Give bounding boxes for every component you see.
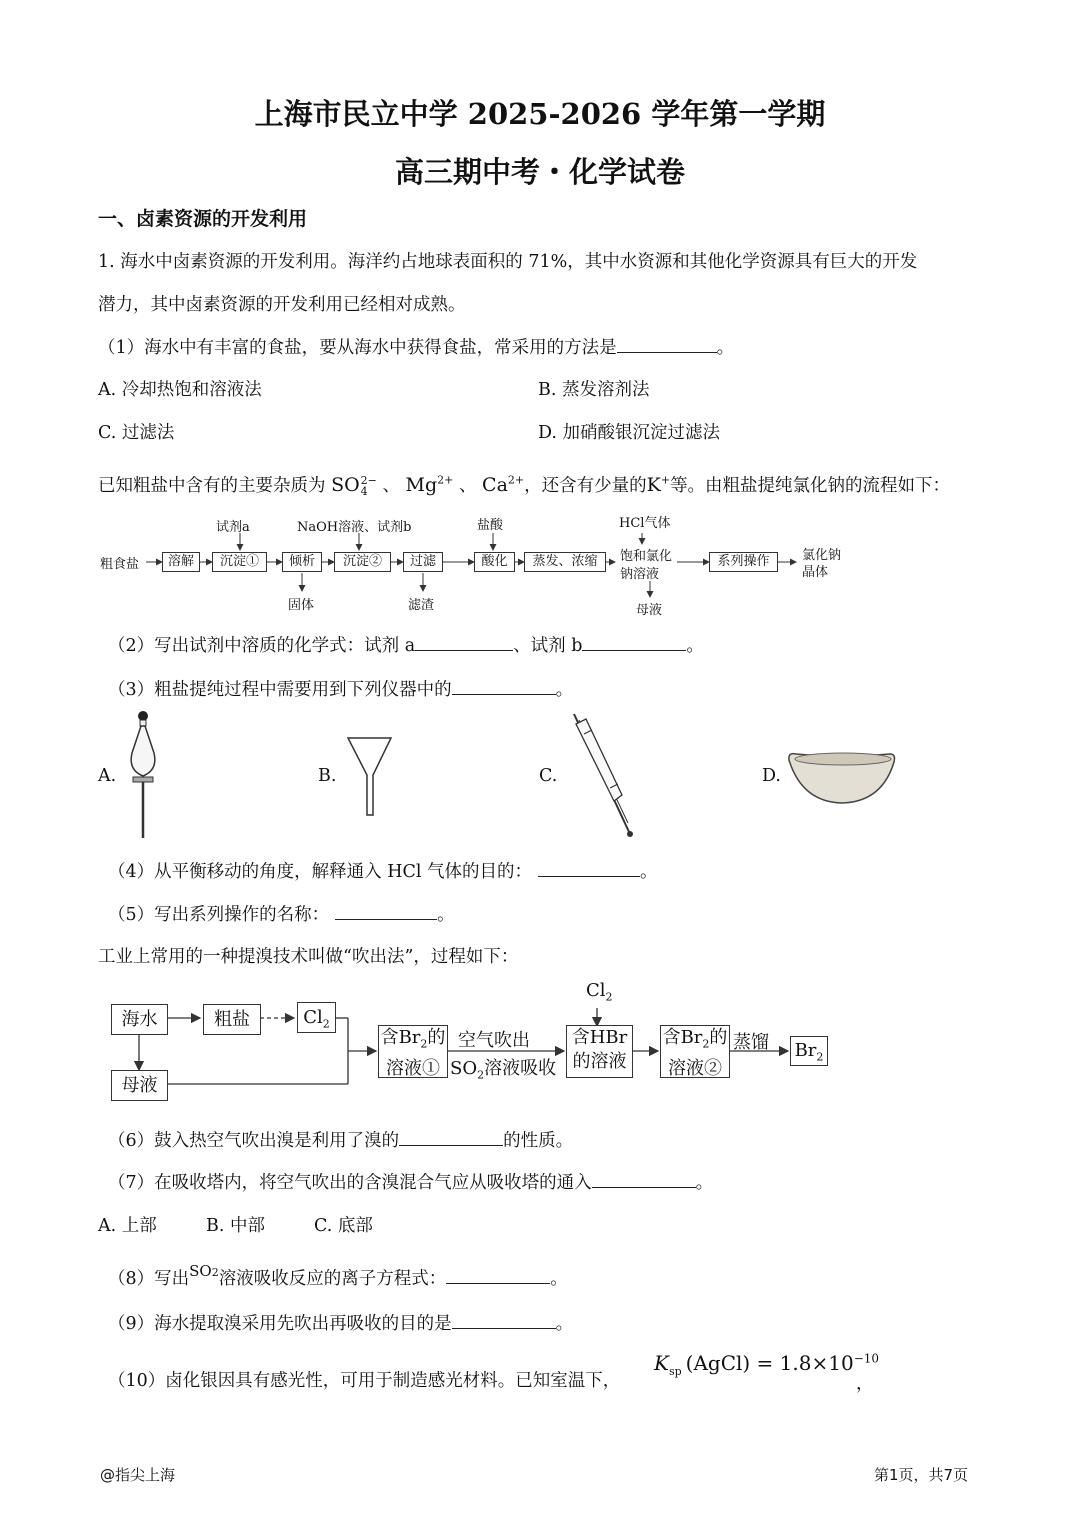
br2-solution-1-text-c: 溶液① [386,1057,440,1079]
question-1-3 [108,676,573,701]
so2-symbol: SO [450,1058,478,1079]
label-saturated-nacl-1: 饱和氯化 [620,549,673,564]
impurity-suffix: 等。由粗盐提纯氯化钠的流程如下： [670,476,951,496]
question-end: 。 [716,338,735,358]
label-distillation: 蒸馏 [733,1032,769,1053]
question-end: 。 [640,862,658,882]
question-text: （4）从平衡移动的角度，解释通入 HCl 气体的目的： [108,862,533,882]
box-seawater: 海水 [111,1004,168,1035]
impurity-prefix: 已知粗盐中含有的主要杂质为 [98,476,326,496]
option-c[interactable]: C. 过滤法 [98,423,175,443]
ion-sulfate [331,474,377,496]
box-mother-liquor: 母液 [111,1070,168,1101]
question-end: 。 [686,636,704,656]
question-text-b: 溶液吸收反应的离子方程式： [218,1269,447,1289]
option-a[interactable]: A. 冷却热饱和溶液法 [98,380,262,400]
step-filter: 过滤 [403,552,443,572]
salt-purification-flowchart [0,505,1080,618]
label-saturated-nacl-2: 钠溶液 [620,567,660,582]
apparatus-label-b[interactable]: B. [318,766,337,786]
question-1-2 [108,632,704,657]
answer-blank[interactable] [335,901,437,920]
question-text: （7）在吸收塔内，将空气吹出的含溴混合气应从吸收塔的通入 [108,1173,592,1193]
answer-blank-a[interactable] [415,632,513,651]
question-1-8 [108,1262,568,1290]
br2-solution-2-text-c: 溶液② [668,1057,722,1079]
label-nacl-crystal-2: 晶体 [802,565,829,580]
br2-solution-2-text-a: 含Br [662,1027,703,1048]
so2-subscript: 2 [211,1266,219,1279]
ksp-expression [654,1351,879,1378]
ion-magnesium-charge: 2+ [437,473,454,487]
separator: 、 [382,476,400,496]
exam-title-line1: 上海市民立中学 2025-2026 学年第一学期 [254,97,826,131]
box-br2-solution-2 [660,1025,730,1078]
answer-blank[interactable] [592,1169,696,1188]
so2-symbol: SO [189,1262,212,1280]
question-end: 的性质。 [503,1131,574,1151]
question-text: （5）写出系列操作的名称： [108,905,330,925]
so2-absorption-text: 溶液吸收 [484,1058,557,1079]
section-heading: 一、卤素资源的开发利用 [98,208,308,230]
footer-source: @指尖上海 [100,1466,176,1484]
chlorine-subscript: 2 [322,1017,330,1031]
so2-subscript: 2 [477,1068,485,1082]
ksp-body: (AgCl) = 1.8×10 [685,1351,854,1375]
option-b-middle[interactable]: B. 中部 [206,1216,265,1236]
answer-blank[interactable] [399,1127,503,1146]
question-text: （6）鼓入热空气吹出溴是利用了溴的 [108,1131,400,1151]
step-precipitate-1: 沉淀① [212,552,267,572]
answer-blank[interactable] [538,858,640,877]
funnel-icon [345,735,395,817]
label-filter-residue: 滤渣 [408,598,435,613]
box-chlorine [297,1002,336,1033]
chlorine-symbol: Cl [303,1007,323,1028]
question-1-5 [108,901,455,926]
ksp-subscript: sp [668,1365,682,1378]
answer-blank-b[interactable] [582,632,686,651]
ion-sulfate-subscript: 4 [360,485,368,498]
q1-intro-line2: 潜力，其中卤素资源的开发利用已经相对成熟。 [98,295,466,315]
ksp-k: K [654,1351,669,1375]
apparatus-label-d[interactable]: D. [762,766,781,786]
question-1-9 [108,1310,573,1335]
box-bromine-product [790,1036,828,1066]
bromine-subscript: 2 [816,1050,824,1064]
hbr-solution-text-a: 含HBr [571,1027,628,1048]
question-end: 。 [550,1269,568,1289]
evaporating-dish-icon [786,748,898,806]
chlorine-symbol: Cl [586,980,606,1001]
question-1-7 [108,1169,713,1194]
step-precipitate-2: 沉淀② [334,552,391,572]
br2-subscript: 2 [420,1037,428,1051]
step-series-operation: 系列操作 [709,552,778,572]
hbr-solution-text-b: 的溶液 [572,1051,627,1072]
question-text: （2）写出试剂中溶质的化学式：试剂 a [108,636,416,656]
ion-potassium-symbol: K [646,474,661,496]
label-naoh-reagent-b: NaOH溶液、试剂b [297,520,412,535]
question-1-10-end: ， [856,1374,874,1394]
question-end: 。 [695,1173,714,1193]
label-nacl-crystal-1: 氯化钠 [802,548,842,563]
apparatus-label-c[interactable]: C. [539,766,558,786]
box-br2-solution-1 [378,1025,448,1078]
question-1-4 [108,858,658,883]
box-crude-salt: 粗盐 [203,1004,261,1035]
step-acidify: 酸化 [474,552,515,572]
question-end: 。 [437,905,455,925]
impurity-mid: ，还含有少量的 [524,476,647,496]
chlorine-subscript: 2 [605,990,613,1004]
label-mother-liquor: 母液 [636,603,663,618]
option-d[interactable]: D. 加硝酸银沉淀过滤法 [538,423,721,443]
br2-solution-1-text-a: 含Br [380,1027,421,1048]
ion-potassium-charge: + [660,473,671,487]
so2-formula [189,1262,219,1280]
question-text-a: （8）写出 [108,1269,190,1289]
separatory-funnel-icon [120,708,170,840]
label-chlorine-input [586,980,613,1004]
separator: 、 [458,476,477,496]
question-text: （3）粗盐提纯过程中需要用到下列仪器中的 [108,680,452,700]
label-so2-absorption [450,1054,556,1082]
question-text: （9）海水提取溴采用先吹出再吸收的目的是 [108,1314,452,1334]
label-air-blowout: 空气吹出 [458,1030,530,1051]
ksp-exponent: −10 [853,1351,880,1366]
q1-intro-line1: 1. 海水中卤素资源的开发利用。海洋约占地球表面积的 71%，其中水资源和其他化学资源具有巨大的开发 [98,252,918,272]
blowout-intro: 工业上常用的一种提溴技术叫做“吹出法”，过程如下： [98,947,519,967]
question-1-6 [108,1127,573,1152]
answer-blank[interactable] [452,1310,556,1329]
br2-subscript: 2 [702,1037,710,1051]
ion-sulfate-charge: 2− [360,474,377,487]
box-hbr-solution [566,1025,633,1078]
ion-calcium-symbol: Ca [482,474,508,496]
br2-solution-2-text-b: 的 [709,1027,728,1048]
ion-calcium-charge: 2+ [507,473,525,487]
label-hcl-gas: HCl气体 [619,516,671,531]
exam-title-line2: 高三期中考・化学试卷 [394,155,685,189]
answer-blank[interactable] [617,334,717,353]
step-dissolve: 溶解 [162,552,200,572]
question-1-10: （10）卤化银因具有感光性，可用于制造感光材料。已知室温下， [108,1371,621,1391]
impurity-statement [98,472,950,497]
answer-blank[interactable] [446,1265,550,1284]
question-text: （1）海水中有丰富的食盐，要从海水中获得食盐，常采用的方法是 [98,338,617,358]
footer-page-number: 第1页，共7页 [874,1466,969,1484]
question-end: 。 [555,680,574,700]
option-b[interactable]: B. 蒸发溶剂法 [538,380,650,400]
option-c-bottom[interactable]: C. 底部 [314,1216,373,1236]
ion-magnesium-symbol: Mg [405,474,438,496]
step-evaporate-concentrate: 蒸发、浓缩 [524,552,606,572]
flow-start-crude-salt: 粗食盐 [100,557,140,572]
question-end: 。 [555,1314,574,1334]
bromine-extraction-flowchart [0,978,1080,1106]
ion-sulfate-symbol: SO [331,474,360,496]
bromine-symbol: Br [794,1040,817,1061]
answer-blank[interactable] [452,676,556,695]
label-solid: 固体 [288,598,315,613]
ion-magnesium [406,474,454,496]
apparatus-label-a[interactable]: A. [98,766,117,786]
condenser-tube-icon [562,710,642,842]
step-decant: 倾析 [282,552,322,572]
question-1-1 [98,334,734,359]
option-a-top[interactable]: A. 上部 [98,1216,157,1236]
label-reagent-a: 试剂a [216,520,250,535]
ion-calcium [482,474,524,496]
br2-solution-1-text-b: 的 [427,1027,446,1048]
label-hydrochloric-acid: 盐酸 [477,518,504,533]
question-mid: 、试剂 b [513,636,583,656]
ion-potassium [647,474,670,496]
